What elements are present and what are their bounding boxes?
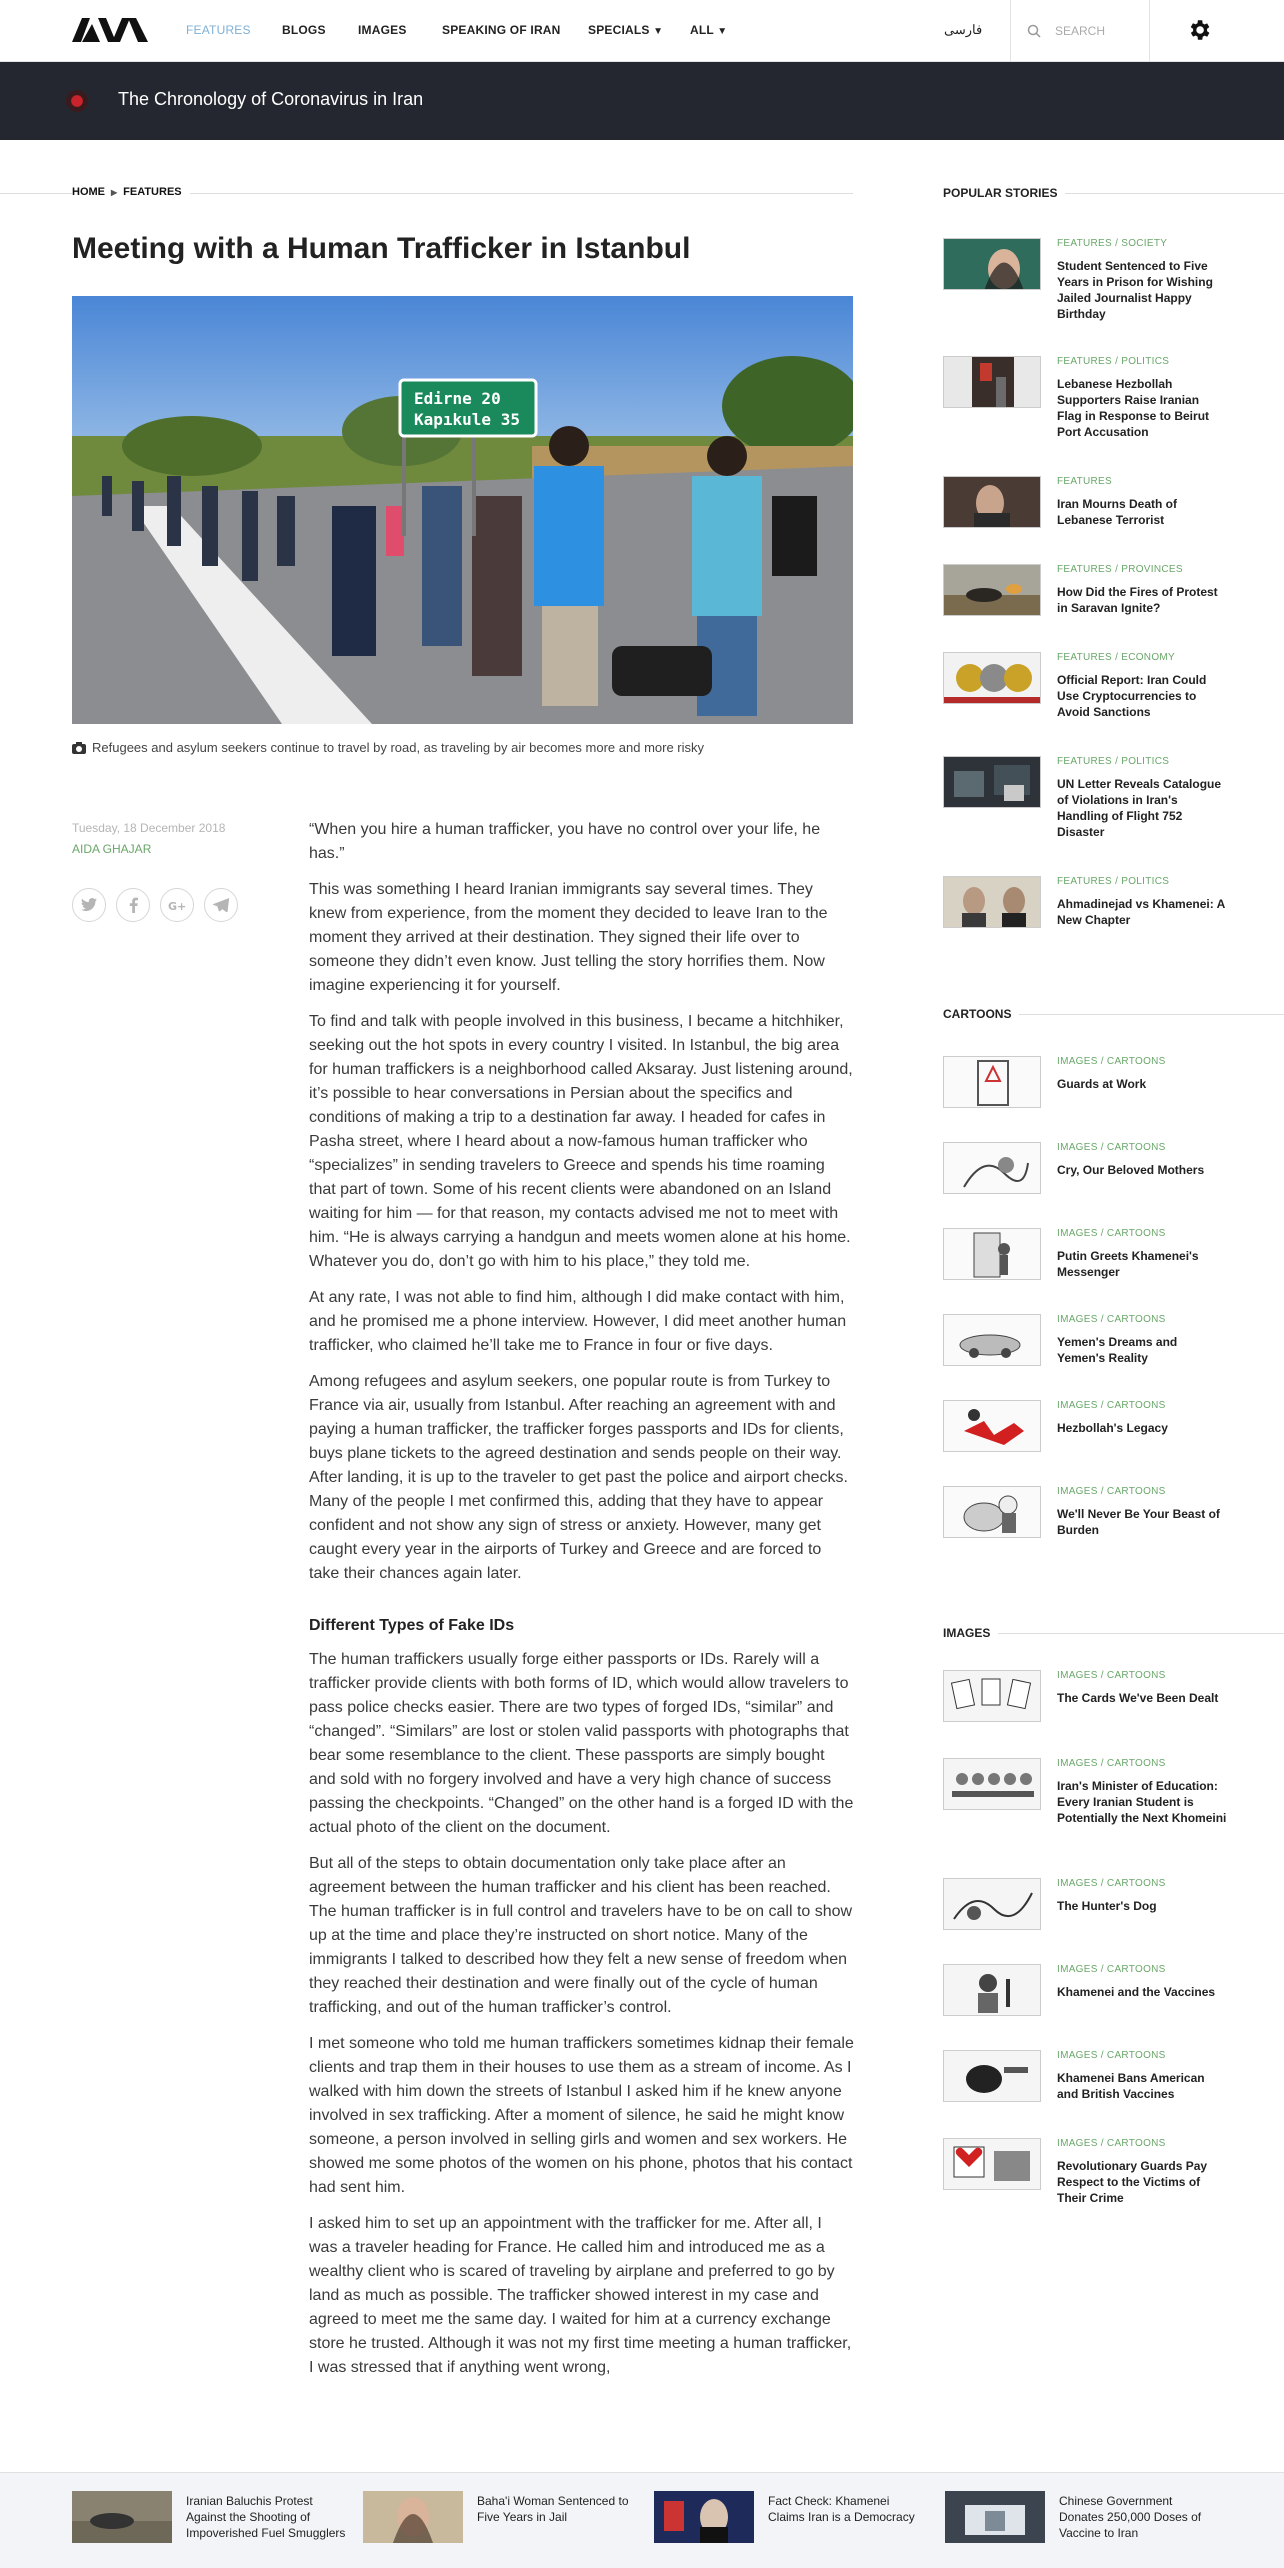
article-hero-image [72,296,853,724]
related-title[interactable]: Iranian Baluchis Protest Against the Shooting of Impoverished Fuel Smugglers [186,2494,346,2540]
image-story[interactable] [943,1964,1273,2034]
road-sign-text-2: Kapıkule 35 [414,410,520,429]
related-story[interactable] [72,2491,352,2561]
image-title[interactable]: Iran's Minister of Education: Every Iranian Student is Potentially the Next Khomeini [1057,1779,1227,1825]
cartoon-story[interactable] [943,1400,1273,1470]
story-category[interactable]: FEATURES / POLITICS [1057,756,1170,767]
cartoon-thumbnail[interactable] [943,1228,1041,1280]
cartoon-story[interactable] [943,1142,1273,1212]
cartoon-category[interactable]: IMAGES / CARTOONS [1057,1142,1166,1153]
cartoon-story[interactable] [943,1486,1273,1556]
story-title[interactable]: UN Letter Reveals Catalogue of Violations in Iran's Handling of Flight 752 Disaster [1057,777,1222,839]
chevron-down-icon: ▼ [717,26,728,37]
article-subheading: Different Types of Fake IDs [309,1617,515,1634]
breadcrumb [72,186,190,198]
facebook-icon [129,897,138,913]
search-input[interactable]: SEARCH [1055,24,1106,38]
story-title[interactable]: Ahmadinejad vs Khamenei: A New Chapter [1057,897,1225,927]
image-category[interactable]: IMAGES / CARTOONS [1057,1878,1166,1889]
nav-images[interactable]: IMAGES [358,23,407,37]
image-category[interactable]: IMAGES / CARTOONS [1057,2050,1166,2061]
story-title[interactable]: Iran Mourns Death of Lebanese Terrorist [1057,497,1178,527]
story-title[interactable]: Lebanese Hezbollah Supporters Raise Iranian Flag in Response to Beirut Port Accusation [1057,377,1210,439]
popular-story[interactable] [943,876,1273,946]
related-title[interactable]: Baha'i Woman Sentenced to Five Years in Jail [477,2494,629,2524]
story-thumbnail[interactable] [943,652,1041,704]
search-box[interactable] [1010,0,1150,62]
related-thumbnail[interactable] [363,2491,463,2543]
article-body [309,818,854,2392]
breadcrumb-features[interactable]: FEATURES [123,186,182,198]
camera-icon [72,742,86,754]
telegram-icon [213,898,229,912]
popular-story[interactable] [943,564,1273,634]
image-thumbnail[interactable] [943,1878,1041,1930]
image-title[interactable]: The Cards We've Been Dealt [1057,1691,1219,1705]
related-title[interactable]: Chinese Government Donates 250,000 Doses of Vaccine to Iran [1059,2494,1202,2540]
image-category[interactable]: IMAGES / CARTOONS [1057,1670,1166,1681]
popular-story[interactable] [943,652,1273,722]
cartoon-title[interactable]: Cry, Our Beloved Mothers [1057,1163,1205,1177]
image-title[interactable]: The Hunter's Dog [1057,1899,1157,1913]
virus-icon [66,90,88,112]
image-title[interactable]: Khamenei and the Vaccines [1057,1985,1216,1999]
cartoon-thumbnail[interactable] [943,1056,1041,1108]
search-icon [1027,24,1041,38]
breadcrumb-home[interactable]: HOME [72,186,105,198]
nav-features[interactable]: FEATURES [186,23,251,37]
cartoon-thumbnail[interactable] [943,1486,1041,1538]
story-category[interactable]: FEATURES / PROVINCES [1057,564,1183,575]
story-title[interactable]: How Did the Fires of Protest in Saravan Ignite? [1057,585,1218,615]
image-story[interactable] [943,2050,1273,2120]
article-paragraph: I met someone who told me human traffickers sometimes kidnap their female clients and trap them in their houses to use them as a stream of income. As I walked with him down the streets of Istanbul I asked him if he knew anyone involved in sex trafficking. After a moment of silence, he said he might know someone, a person involved in selling girls and women and sex workers. He showed me some photos of the women on his phone, photos that his contact had sent him. [309,2035,854,2196]
cartoon-title[interactable]: Yemen's Dreams and Yemen's Reality [1057,1335,1178,1365]
article-paragraph: The human traffickers usually forge either passports or IDs. Rarely will a trafficker provide clients with both forms of ID, which would allow travelers to pass police checks easier. There are two types of forged IDs, “similar” and “changed”. “Similars” are lost or stolen valid passports with photographs that bear some resemblance to the client. These passports are simply bought and sold with no forgery involved and have a very high chance of success passing the checkpoints. “Changed” on the other hand is a forged ID with the actual photo of the client on the document. [309,1651,854,1836]
language-switch[interactable]: فارسی [944,22,983,37]
image-caption [72,740,704,755]
story-category[interactable]: FEATURES / POLITICS [1057,356,1170,367]
story-thumbnail[interactable] [943,238,1041,290]
image-caption-text: Refugees and asylum seekers continue to travel by road, as traveling by air becomes more and more risky [92,740,705,755]
image-story[interactable] [943,1758,1273,1828]
cartoon-story[interactable] [943,1314,1273,1384]
chevron-down-icon: ▼ [653,26,664,37]
share-googleplus-button[interactable] [160,888,194,922]
image-story[interactable] [943,2138,1273,2208]
cartoon-title[interactable]: Putin Greets Khamenei's Messenger [1057,1249,1199,1279]
breadcrumb-arrow-icon: ▶ [111,187,118,197]
related-stories-strip [0,2472,1284,2568]
story-title[interactable]: Student Sentenced to Five Years in Prison for Wishing Jailed Journalist Happy Birthday [1057,259,1213,321]
image-thumbnail[interactable] [943,1670,1041,1722]
nav-blogs[interactable]: BLOGS [282,23,326,37]
related-story[interactable] [363,2491,643,2561]
article-date: Tuesday, 18 December 2018 [72,821,226,835]
image-thumbnail[interactable] [943,2050,1041,2102]
article-paragraph: “When you hire a human trafficker, you have no control over your life, he has.” [309,821,821,862]
twitter-icon [81,898,97,912]
image-category[interactable]: IMAGES / CARTOONS [1057,1964,1166,1975]
cartoon-thumbnail[interactable] [943,1314,1041,1366]
image-story[interactable] [943,1670,1273,1740]
image-thumbnail[interactable] [943,1758,1041,1810]
article-paragraph: Among refugees and asylum seekers, one popular route is from Turkey to France via air, usually from Istanbul. After reaching an agreement with and paying a human trafficker, the trafficker forges passports and IDs for clients, buys plane tickets to the agreed destination and sends people on their way. After landing, it is up to the traveler to get past the police and airport checks. Many of the people I met confirmed this, adding that they have to appear confident and not show any sign of stress or anxiety. However, many get caught every year in the airports of Turkey and Greece and are forced to take their chances again later. [309,1373,848,1582]
cartoon-thumbnail[interactable] [943,1142,1041,1194]
nav-all-label: ALL [690,23,714,37]
cartoon-title[interactable]: Guards at Work [1057,1077,1147,1091]
site-logo[interactable] [72,18,148,42]
article-paragraph: At any rate, I was not able to find him, although I did make contact with him, and he promised me a phone interview. However, I did meet another human trafficker, who claimed he’ll take me to France in four or five days. [309,1289,847,1354]
google-plus-icon [168,899,186,911]
share-facebook-button[interactable] [116,888,150,922]
cartoon-thumbnail[interactable] [943,1400,1041,1452]
story-thumbnail[interactable] [943,564,1041,616]
article-paragraph: To find and talk with people involved in this business, I became a hitchhiker, seeking out the hot spots in every country I visited. In Istanbul, the big area for human traffickers is a neighborhood called Aksaray. Just listening around, it’s possible to hear conversations in Persian about the specifics and conditions of making a trip to a destination far away. I headed for cafes in Pasha street, where I heard about a now-famous human trafficker who “specializes” in sending travelers to Greece and spends his time roaming that part of town. Some of his recent clients were abandoned on an Island waiting for him — for that reason, my contacts advised me not to meet with him. “He is always carrying a handgun and meets women alone at his home. Whatever you do, don’t go with him to his place,” they told me. [309,1013,853,1270]
nav-all[interactable] [690,23,727,37]
related-story[interactable] [654,2491,934,2561]
cartoon-category[interactable]: IMAGES / CARTOONS [1057,1486,1166,1497]
cartoon-story[interactable] [943,1228,1273,1298]
banner-title[interactable]: The Chronology of Coronavirus in Iran [118,89,424,109]
story-category[interactable]: FEATURES / ECONOMY [1057,652,1176,663]
popular-story[interactable] [943,476,1273,546]
cartoons-heading: CARTOONS [943,1007,1019,1021]
image-title[interactable]: Revolutionary Guards Pay Respect to the Victims of Their Crime [1057,2159,1208,2205]
related-story[interactable] [945,2491,1225,2561]
story-thumbnail[interactable] [943,876,1041,928]
story-category[interactable]: FEATURES [1057,476,1112,487]
image-title[interactable]: Khamenei Bans American and British Vaccines [1057,2071,1205,2101]
story-thumbnail[interactable] [943,476,1041,528]
top-navigation [0,0,1284,62]
share-buttons [72,888,238,922]
related-thumbnail[interactable] [654,2491,754,2543]
cartoon-category[interactable]: IMAGES / CARTOONS [1057,1228,1166,1239]
story-category[interactable]: FEATURES / POLITICS [1057,876,1170,887]
article-title: Meeting with a Human Trafficker in Istanbul [72,232,691,265]
nav-specials[interactable] [588,23,663,37]
road-sign-text-1: Edirne 20 [414,389,501,408]
gear-icon[interactable] [1186,17,1212,43]
story-thumbnail[interactable] [943,356,1041,408]
share-telegram-button[interactable] [204,888,238,922]
popular-story[interactable] [943,756,1273,839]
image-category[interactable]: IMAGES / CARTOONS [1057,1758,1166,1769]
image-thumbnail[interactable] [943,2138,1041,2190]
popular-story[interactable] [943,356,1273,439]
image-thumbnail[interactable] [943,1964,1041,2016]
story-title[interactable]: Official Report: Iran Could Use Cryptocurrencies to Avoid Sanctions [1057,673,1207,719]
story-category[interactable]: FEATURES / SOCIETY [1057,238,1168,249]
related-thumbnail[interactable] [72,2491,172,2543]
article-paragraph: This was something I heard Iranian immigrants say several times. They knew from experience, from the moment they decided to leave Iran to the moment they arrived at their destination. They signed their life over to someone they didn’t even know. Just telling the story horrifies them. Now imagine experiencing it for yourself. [309,881,828,994]
cartoon-category[interactable]: IMAGES / CARTOONS [1057,1314,1166,1325]
share-twitter-button[interactable] [72,888,106,922]
images-heading: IMAGES [943,1626,998,1640]
cartoon-title[interactable]: Hezbollah's Legacy [1057,1421,1168,1435]
nav-speaking-of-iran[interactable]: SPEAKING OF IRAN [442,23,561,37]
popular-stories-heading: POPULAR STORIES [943,186,1065,200]
related-title[interactable]: Fact Check: Khamenei Claims Iran is a Democracy [768,2494,915,2524]
image-story[interactable] [943,1878,1273,1948]
article-author[interactable]: AIDA GHAJAR [72,842,152,856]
cartoon-category[interactable]: IMAGES / CARTOONS [1057,1400,1166,1411]
article-paragraph: But all of the steps to obtain documentation only take place after an agreement between the human trafficker and his client has been reached. The human trafficker is in full control and travelers have to be on call to show up at the time and place they’re instructed on short notice. Many of the immigrants I talked to described how they felt a new sense of freedom when they reached their destination and were finally out of the cycle of human trafficking, and out of the human trafficker’s control. [309,1855,853,2016]
cartoon-title[interactable]: We'll Never Be Your Beast of Burden [1057,1507,1220,1537]
cartoon-category[interactable]: IMAGES / CARTOONS [1057,1056,1166,1067]
coronavirus-banner[interactable] [0,62,1284,140]
image-category[interactable]: IMAGES / CARTOONS [1057,2138,1166,2149]
story-thumbnail[interactable] [943,756,1041,808]
related-thumbnail[interactable] [945,2491,1045,2543]
nav-specials-label: SPECIALS [588,23,650,37]
cartoon-story[interactable] [943,1056,1273,1126]
popular-story[interactable] [943,238,1273,321]
svg-text:G+: G+ [168,900,186,911]
article-paragraph: I asked him to set up an appointment with the trafficker for me. After all, I was a traveler heading for France. He called him and introduced me as a wealthy client who is scared of traveling by airplane and preferred to go by land as much as possible. The trafficker showed interest in my case and agreed to meet me the same day. I waited for him at a currency exchange store he trusted. Although it was not my first time meeting a human trafficker, I was stressed that if anything went wrong, [309,2215,852,2376]
